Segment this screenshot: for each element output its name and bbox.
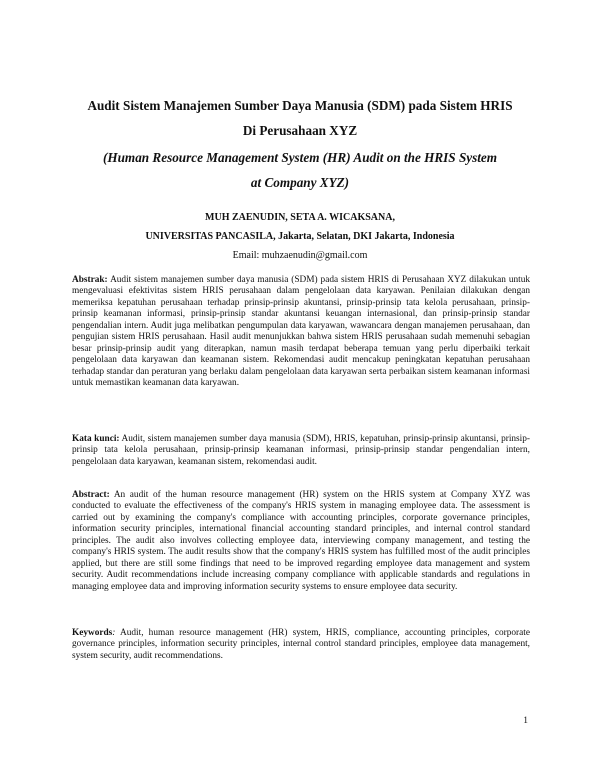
abstract-english: [72, 490, 530, 593]
paper-title-english-line-1: (Human Resource Management System (HR) Audit on the HRIS System: [102, 150, 498, 165]
author-names: MUH ZAENUDIN, SETA A. WICAKSANA,: [205, 212, 395, 223]
author-email: Email: muhzaenudin@gmail.com: [232, 250, 368, 261]
page-number: 1: [523, 716, 528, 726]
keywords-indonesian-label: Kata kunci:: [72, 434, 120, 444]
keywords-english-label: Keywords: [72, 628, 113, 638]
abstract-indonesian: [72, 275, 530, 390]
abstract-english-text: An audit of the human resource management (HR) system on the HRIS system at Company XYZ was conducted to evaluate the effectiveness of the company's HRIS system in managing employee data. The assessment is carried out by examining the company's compliance with accounting principles, corporate governance principles, information security principles, international financial accounting standard principles, and internal control standard principles. The audit also involves collecting employee data, interviewing company management, and testing the company's HRIS system. The audit results show that the company's HRIS system has fulfilled most of the audit principles applied, but there are still some findings that need to be improved regarding employee data management and system security. Audit recommendations include increasing company compliance with applicable standards and regulations in managing employee data and improving information security systems to ensure employee data security.: [72, 490, 530, 592]
author-affiliation: UNIVERSITAS PANCASILA, Jakarta, Selatan, DKI Jakarta, Indonesia: [145, 231, 455, 242]
keywords-english-text: Audit, human resource management (HR) system, HRIS, compliance, accounting principles, corporate governance principles, information security principles, internal control standard principles, employee data management, system security, audit recommendations.: [72, 628, 530, 661]
abstract-indonesian-text: Audit sistem manajemen sumber daya manusia (SDM) pada sistem HRIS di Perusahaan XYZ dilakukan untuk mengevaluasi efektivitas sistem HRIS perusahaan dalam pengelolaan data karyawan. Penilaian dilakukan dengan memeriksa kepatuhan perusahaan terhadap prinsip-prinsip akuntansi, prinsip-prinsip tata kelola perusahaan, prinsip-prinsip keamanan informasi, prinsip-prinsip standar akuntansi keuangan internasional, dan prinsip-prinsip standar pengendalian intern. Audit juga melibatkan pengumpulan data karyawan, wawancara dengan manajemen perusahaan, dan pengujian sistem HRIS perusahaan. Hasil audit menunjukkan bahwa sistem HRIS perusahaan sudah memenuhi sebagian besar prinsip-prinsip audit yang diterapkan, namun masih terdapat beberapa temuan yang perlu diperbaiki terkait pengelolaan data karyawan dan keamanan sistem. Rekomendasi audit mencakup peningkatan kepatuhan perusahaan terhadap standar dan peraturan yang berlaku dalam pengelolaan data karyawan serta perbaikan sistem keamanan informasi untuk memastikan keamanan data karyawan.: [72, 275, 531, 389]
paper-title-line-1: Audit Sistem Manajemen Sumber Daya Manusia (SDM) pada Sistem HRIS: [87, 98, 513, 113]
abstract-indonesian-label: Abstrak:: [72, 275, 108, 285]
keywords-indonesian: [72, 434, 530, 468]
title-block: [60, 93, 540, 195]
keywords-english: [72, 628, 530, 662]
paper-title: [60, 93, 540, 143]
paper-title-line-2: Di Perusahaan XYZ: [242, 123, 358, 138]
keywords-indonesian-text: Audit, sistem manajemen sumber daya manusia (SDM), HRIS, kepatuhan, prinsip-prinsip akuntansi, prinsip-prinsip tata kelola perusahaan, prinsip-prinsip keamanan informasi, prinsip-prinsip standar pengendalian intern, pengelolaan data karyawan, keamanan sistem, rekomendasi audit.: [72, 434, 530, 467]
paper-title-english: [60, 145, 540, 195]
keywords-english-separator: :: [112, 628, 116, 638]
abstract-english-label: Abstract:: [72, 490, 110, 500]
paper-title-english-line-2: at Company XYZ): [250, 175, 350, 190]
author-block: [60, 208, 540, 265]
